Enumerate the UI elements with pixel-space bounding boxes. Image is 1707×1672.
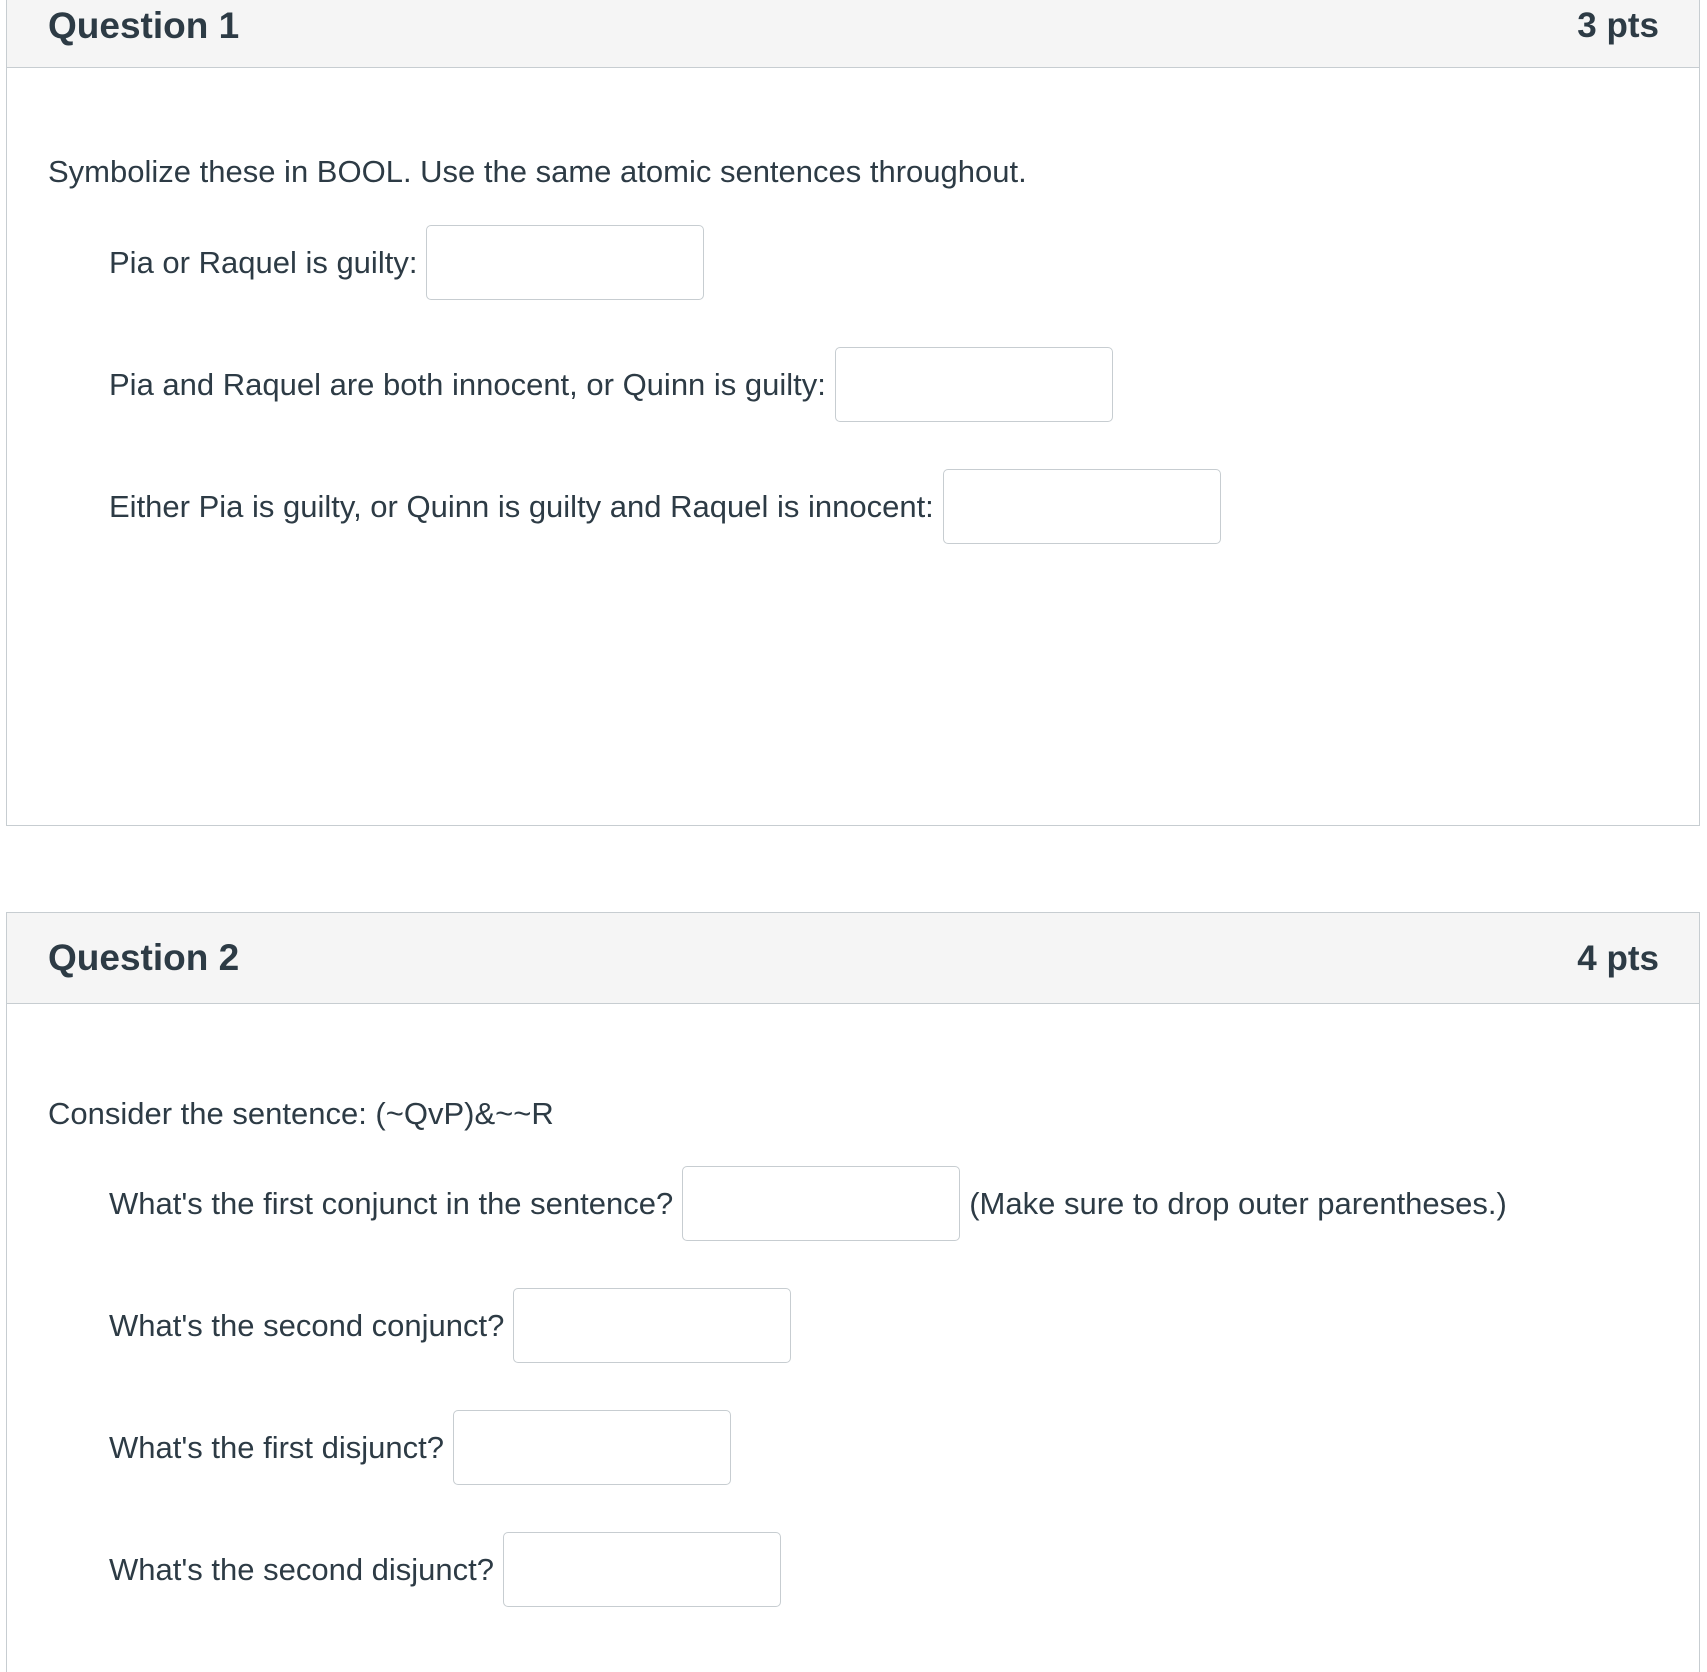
question-2-item-3-label: What's the first disjunct? bbox=[109, 1429, 444, 1465]
question-1-header bbox=[7, 0, 1699, 68]
question-1-points: 3 pts bbox=[1577, 6, 1659, 45]
question-1-answer-2-input[interactable] bbox=[835, 347, 1113, 422]
question-2-card bbox=[6, 912, 1700, 1672]
question-2-answer-3-input[interactable] bbox=[453, 1410, 731, 1485]
question-2-item-4-label: What's the second disjunct? bbox=[109, 1551, 495, 1587]
question-2-item-4 bbox=[109, 1532, 781, 1607]
question-2-title: Question 2 bbox=[48, 937, 240, 978]
question-2-item-2-label: What's the second conjunct? bbox=[109, 1307, 505, 1343]
question-1-answer-3-input[interactable] bbox=[943, 469, 1221, 544]
question-2-answer-4-input[interactable] bbox=[503, 1532, 781, 1607]
question-2-prompt: Consider the sentence: (~QvP)&~~R bbox=[48, 1096, 554, 1131]
question-1-card bbox=[6, 0, 1700, 826]
question-1-item-2-label: Pia and Raquel are both innocent, or Quinn is guilty: bbox=[109, 366, 826, 402]
question-1-item-1 bbox=[109, 225, 704, 300]
question-2-item-1-note: (Make sure to drop outer parentheses.) bbox=[969, 1185, 1507, 1221]
question-1-item-2 bbox=[109, 347, 1113, 422]
question-2-answer-2-input[interactable] bbox=[513, 1288, 791, 1363]
question-1-item-3 bbox=[109, 469, 1221, 544]
question-2-item-3 bbox=[109, 1410, 731, 1485]
question-1-answer-1-input[interactable] bbox=[426, 225, 704, 300]
question-2-item-1 bbox=[109, 1166, 1507, 1241]
question-1-item-1-label: Pia or Raquel is guilty: bbox=[109, 244, 418, 280]
question-2-header bbox=[7, 913, 1699, 1004]
question-1-prompt: Symbolize these in BOOL. Use the same atomic sentences throughout. bbox=[48, 154, 1027, 189]
question-2-answer-1-input[interactable] bbox=[682, 1166, 960, 1241]
question-2-points: 4 pts bbox=[1577, 939, 1659, 978]
question-2-item-2 bbox=[109, 1288, 791, 1363]
question-1-title: Question 1 bbox=[48, 5, 240, 46]
question-1-item-3-label: Either Pia is guilty, or Quinn is guilty and Raquel is innocent: bbox=[109, 488, 934, 524]
question-2-item-1-label: What's the first conjunct in the sentence? bbox=[109, 1185, 674, 1221]
